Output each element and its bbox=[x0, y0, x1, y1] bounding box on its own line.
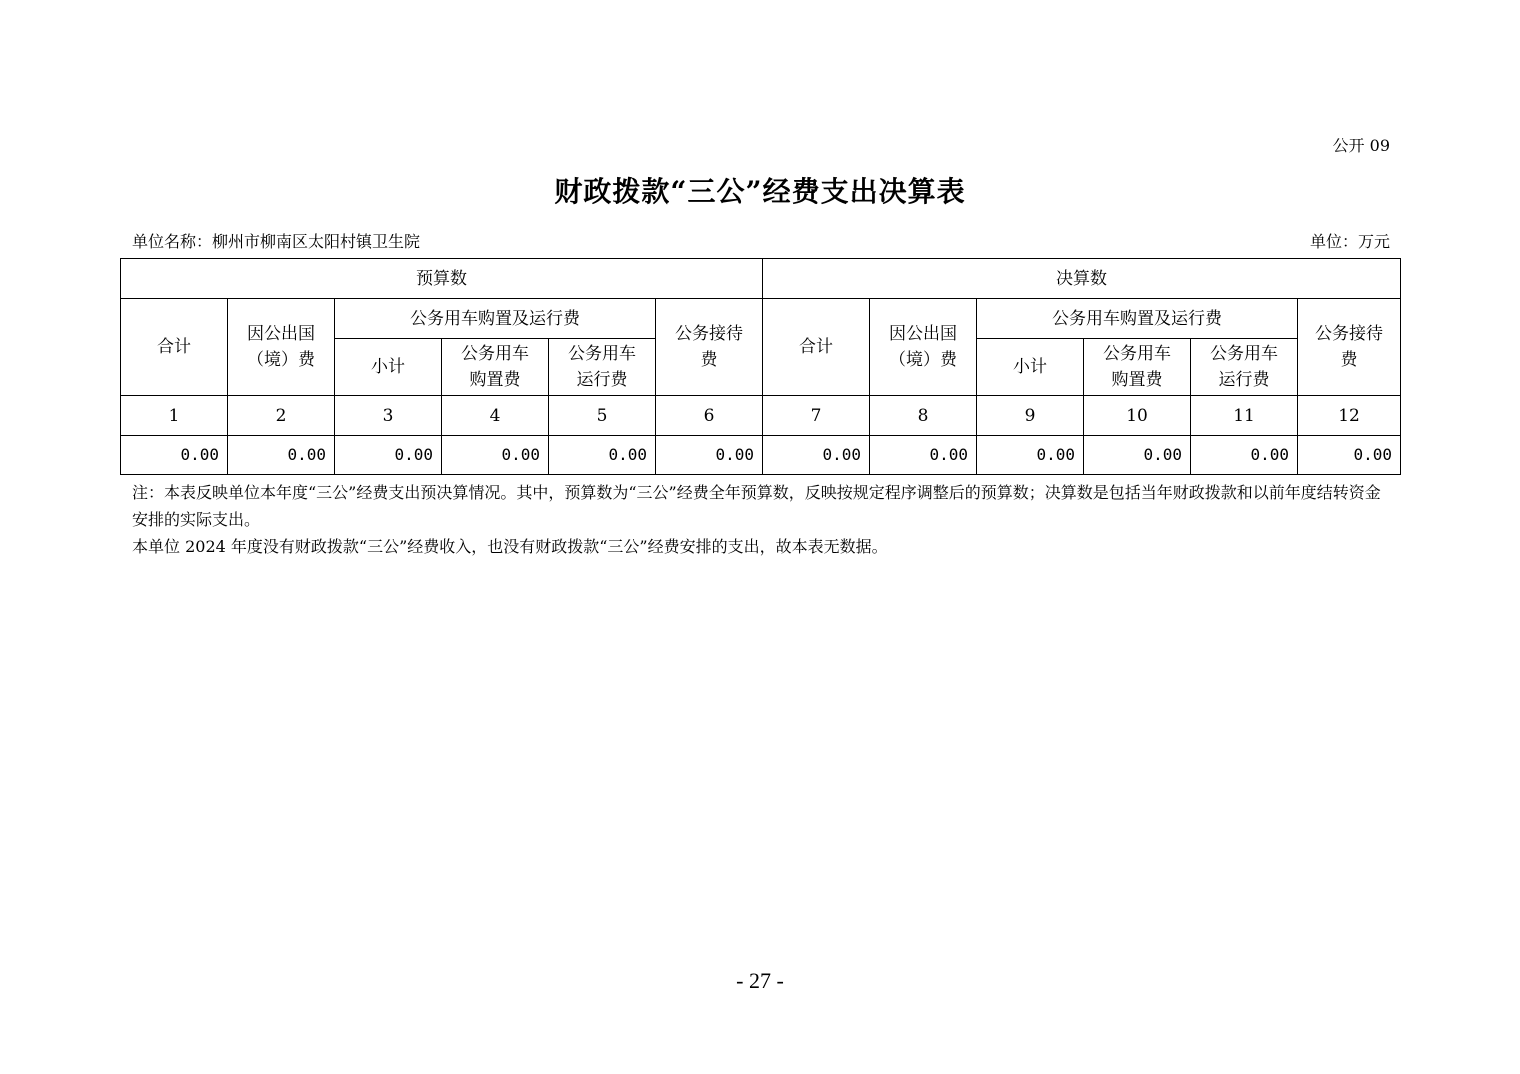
header-final-reception-line1: 公务接待 bbox=[1315, 324, 1384, 344]
column-number: 8 bbox=[870, 396, 977, 436]
header-budget-abroad-line2: （境）费 bbox=[247, 350, 315, 370]
header-final-abroad-line1: 因公出国 bbox=[889, 324, 958, 344]
header-final-purchase-line1: 公务用车 bbox=[1103, 344, 1172, 364]
header-final-total: 合计 bbox=[763, 299, 870, 396]
header-budget-subtotal: 小计 bbox=[335, 339, 442, 396]
unit-name: 单位名称：柳州市柳南区太阳村镇卫生院 bbox=[132, 232, 421, 251]
table-row-column-numbers bbox=[121, 396, 1401, 436]
header-final-reception bbox=[1298, 299, 1401, 396]
header-final: 决算数 bbox=[763, 259, 1401, 299]
notes bbox=[132, 479, 1394, 560]
header-budget-abroad-line1: 因公出国 bbox=[247, 324, 315, 344]
value-cell: 0.00 bbox=[870, 436, 977, 475]
header-final-operation-line2: 运行费 bbox=[1218, 370, 1270, 390]
header-final-abroad bbox=[870, 299, 977, 396]
header-budget-purchase-line1: 公务用车 bbox=[461, 344, 529, 364]
unit-money: 单位：万元 bbox=[1309, 232, 1390, 251]
header-budget-operation-line2: 运行费 bbox=[576, 370, 628, 390]
header-budget-purchase-line2: 购置费 bbox=[469, 370, 521, 390]
column-number: 11 bbox=[1191, 396, 1298, 436]
header-final-purchase bbox=[1084, 339, 1191, 396]
table-header-row-columns bbox=[121, 299, 1401, 339]
header-final-subtotal: 小计 bbox=[977, 339, 1084, 396]
header-final-vehicle: 公务用车购置及运行费 bbox=[977, 299, 1298, 339]
value-cell: 0.00 bbox=[121, 436, 228, 475]
header-budget-total: 合计 bbox=[121, 299, 228, 396]
column-number: 3 bbox=[335, 396, 442, 436]
header-budget-purchase bbox=[442, 339, 549, 396]
column-number: 12 bbox=[1298, 396, 1401, 436]
value-cell: 0.00 bbox=[763, 436, 870, 475]
value-cell: 0.00 bbox=[977, 436, 1084, 475]
header-budget-operation bbox=[549, 339, 656, 396]
value-cell: 0.00 bbox=[1298, 436, 1401, 475]
column-number: 9 bbox=[977, 396, 1084, 436]
value-cell: 0.00 bbox=[549, 436, 656, 475]
value-cell: 0.00 bbox=[228, 436, 335, 475]
header-budget-reception-line2: 费 bbox=[700, 350, 718, 370]
header-budget-operation-line1: 公务用车 bbox=[568, 344, 636, 364]
column-number: 4 bbox=[442, 396, 549, 436]
column-number: 5 bbox=[549, 396, 656, 436]
column-number: 10 bbox=[1084, 396, 1191, 436]
form-code: 公开 09 bbox=[1332, 136, 1390, 155]
table-header-row-group bbox=[121, 259, 1401, 299]
note-line-2: 本单位 2024 年度没有财政拨款“三公”经费收入，也没有财政拨款“三公”经费安排的支出，故本表无数据。 bbox=[132, 537, 888, 556]
value-cell: 0.00 bbox=[1191, 436, 1298, 475]
column-number: 7 bbox=[763, 396, 870, 436]
page-title: 财政拨款“三公”经费支出决算表 bbox=[554, 175, 966, 208]
header-budget-reception bbox=[656, 299, 763, 396]
column-number: 2 bbox=[228, 396, 335, 436]
expense-table bbox=[120, 258, 1401, 475]
value-cell: 0.00 bbox=[335, 436, 442, 475]
header-final-purchase-line2: 购置费 bbox=[1111, 370, 1163, 390]
value-cell: 0.00 bbox=[442, 436, 549, 475]
value-cell: 0.00 bbox=[1084, 436, 1191, 475]
header-final-abroad-line2: （境）费 bbox=[889, 350, 958, 370]
header-final-reception-line2: 费 bbox=[1340, 350, 1358, 370]
header-budget-reception-line1: 公务接待 bbox=[675, 324, 744, 344]
note-line-1: 注：本表反映单位本年度“三公”经费支出预决算情况。其中，预算数为“三公”经费全年预算数，反映按规定程序调整后的预算数；决算数是包括当年财政拨款和以前年度结转资金安排的实际支出。 bbox=[132, 483, 1381, 529]
table-row-values bbox=[121, 436, 1401, 475]
column-number: 6 bbox=[656, 396, 763, 436]
page-number: - 27 - bbox=[736, 968, 784, 993]
value-cell: 0.00 bbox=[656, 436, 763, 475]
header-budget-abroad bbox=[228, 299, 335, 396]
header-final-operation-line1: 公务用车 bbox=[1210, 344, 1279, 364]
header-budget-vehicle: 公务用车购置及运行费 bbox=[335, 299, 656, 339]
header-final-operation bbox=[1191, 339, 1298, 396]
header-budget: 预算数 bbox=[121, 259, 763, 299]
column-number: 1 bbox=[121, 396, 228, 436]
